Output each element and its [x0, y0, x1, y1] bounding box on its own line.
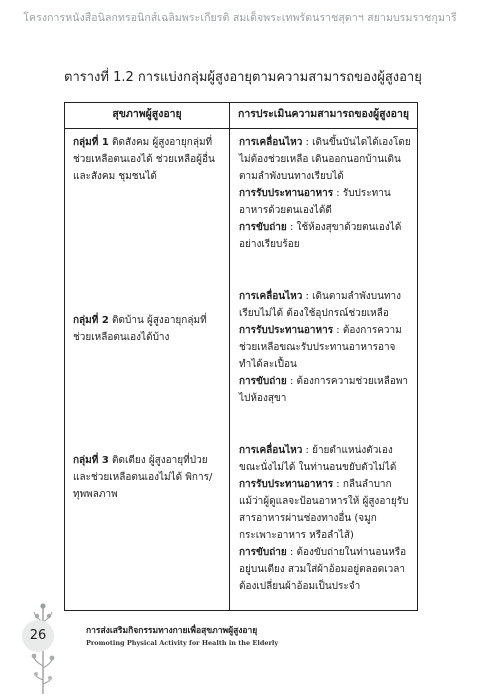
table-header-row	[65, 103, 418, 129]
assessment-excretion	[239, 219, 411, 253]
assessment-cell-2	[239, 288, 411, 442]
page-number: 26	[22, 620, 54, 652]
elderly-groups-table	[64, 102, 418, 611]
assessment-excretion	[239, 544, 411, 595]
assessment-label: การขับถ่าย	[239, 222, 287, 233]
group-cell-1	[73, 134, 221, 288]
assessment-text: : ย้ายตำแหน่งตัวเองขณะนั่งไม่ได้ ในท่านอนขยับตัวไม่ได้	[239, 445, 397, 473]
assessment-label: การรับประทานอาหาร	[239, 479, 334, 490]
table-title: ตารางที่ 1.2 การแบ่งกลุ่มผู้สูงอายุตามความสามารถของผู้สูงอายุ	[64, 70, 422, 85]
assessment-cell-1	[239, 134, 411, 288]
assessment-eating	[239, 185, 411, 219]
group-2-text	[73, 312, 221, 346]
assessment-movement	[239, 134, 411, 185]
group-description: ติดเตียง ผู้สูงอายุที่ป่วยและช่วยเหลือตนเองไม่ได้ พิการ/ทุพพลภาพ	[73, 455, 213, 500]
book-title-thai: การส่งเสริมกิจกรรมทางกายเพื่อสุขภาพผู้สูงอายุ	[86, 626, 258, 636]
group-cell-2	[73, 288, 221, 442]
assessment-text: : เดินตามลำพังบนทางเรียบไม่ได้ ต้องใช้อุปกรณ์ช่วยเหลือ	[239, 291, 402, 319]
assessment-text: : ต้องการความช่วยเหลือพาไปห้องสุขา	[239, 376, 409, 404]
table-body-row	[65, 129, 418, 611]
assessment-excretion	[239, 373, 411, 407]
assessment-eating	[239, 476, 411, 544]
footer-book-title	[86, 623, 278, 647]
group-label: กลุ่มที่ 1	[73, 137, 109, 148]
assessment-cell-3	[239, 442, 411, 610]
assessment-text: : ต้องการความช่วยเหลือขณะรับประทานอาหารอาจทำได้ละเปื้อน	[239, 325, 402, 370]
running-header: โครงการหนังสือนิลกทรอนิกส์เฉลิมพระเกียรติ สมเด็จพระเทพรัตนราชสุดาฯ สยามบรมราชกุมารี	[23, 12, 457, 24]
group-description: ติดบ้าน ผู้สูงอายุกลุ่มที่ช่วยเหลือตนเองได้บ้าง	[73, 315, 207, 343]
group-cell-3	[73, 442, 221, 610]
group-1-text	[73, 134, 221, 185]
assessment-label: การขับถ่าย	[239, 547, 287, 558]
column-header-health: สุขภาพผู้สูงอายุ	[65, 103, 230, 129]
assessment-label: การรับประทานอาหาร	[239, 188, 334, 199]
health-column	[65, 129, 230, 611]
assessment-label: การเคลื่อนไหว	[239, 137, 303, 148]
assessment-label: การรับประทานอาหาร	[239, 325, 334, 336]
group-label: กลุ่มที่ 2	[73, 315, 109, 326]
assessment-text: : กลืนลำบาก แม้ว่าผู้ดูแลจะป้อนอาหารให้ ผู้สูงอายุรับสารอาหารผ่านช่องทางอื่น (จมูก กระเพาะอาหาร หรือลำไส้)	[239, 479, 409, 541]
assessment-movement	[239, 288, 411, 322]
assessment-label: การขับถ่าย	[239, 376, 287, 387]
assessment-text: : ต้องขับถ่ายในท่านอนหรืออยู่บนเตียง สวมใส่ผ้าอ้อมอยู่ตลอดเวลา ต้องเปลี่ยนผ้าอ้อมเป็นประจำ	[239, 547, 407, 592]
column-header-assessment: การประเมินความสามารถของผู้สูงอายุ	[230, 103, 418, 129]
group-label: กลุ่มที่ 3	[73, 455, 109, 466]
group-description: ติดสังคม ผู้สูงอายุกลุ่มที่ช่วยเหลือตนเองได้ ช่วยเหลือผู้อื่นและสังคม ชุมชนได้	[73, 137, 215, 182]
group-3-text	[73, 452, 221, 503]
assessment-label: การเคลื่อนไหว	[239, 291, 303, 302]
assessment-column	[230, 129, 418, 611]
book-title-english: Promoting Physical Activity for Health in the Elderly	[86, 639, 279, 647]
assessment-text: : เดินขึ้นบันไดได้เองโดยไม่ต้องช่วยเหลือ เดินออกนอกบ้านเดินตามลำพังบนทางเรียบได้	[239, 137, 411, 182]
assessment-label: การเคลื่อนไหว	[239, 445, 303, 456]
assessment-movement	[239, 442, 411, 476]
assessment-eating	[239, 322, 411, 373]
assessment-text: : ใช้ห้องสุขาด้วยตนเองได้อย่างเรียบร้อย	[239, 222, 402, 250]
assessment-text: : รับประทานอาหารด้วยตนเองได้ดี	[239, 188, 391, 216]
